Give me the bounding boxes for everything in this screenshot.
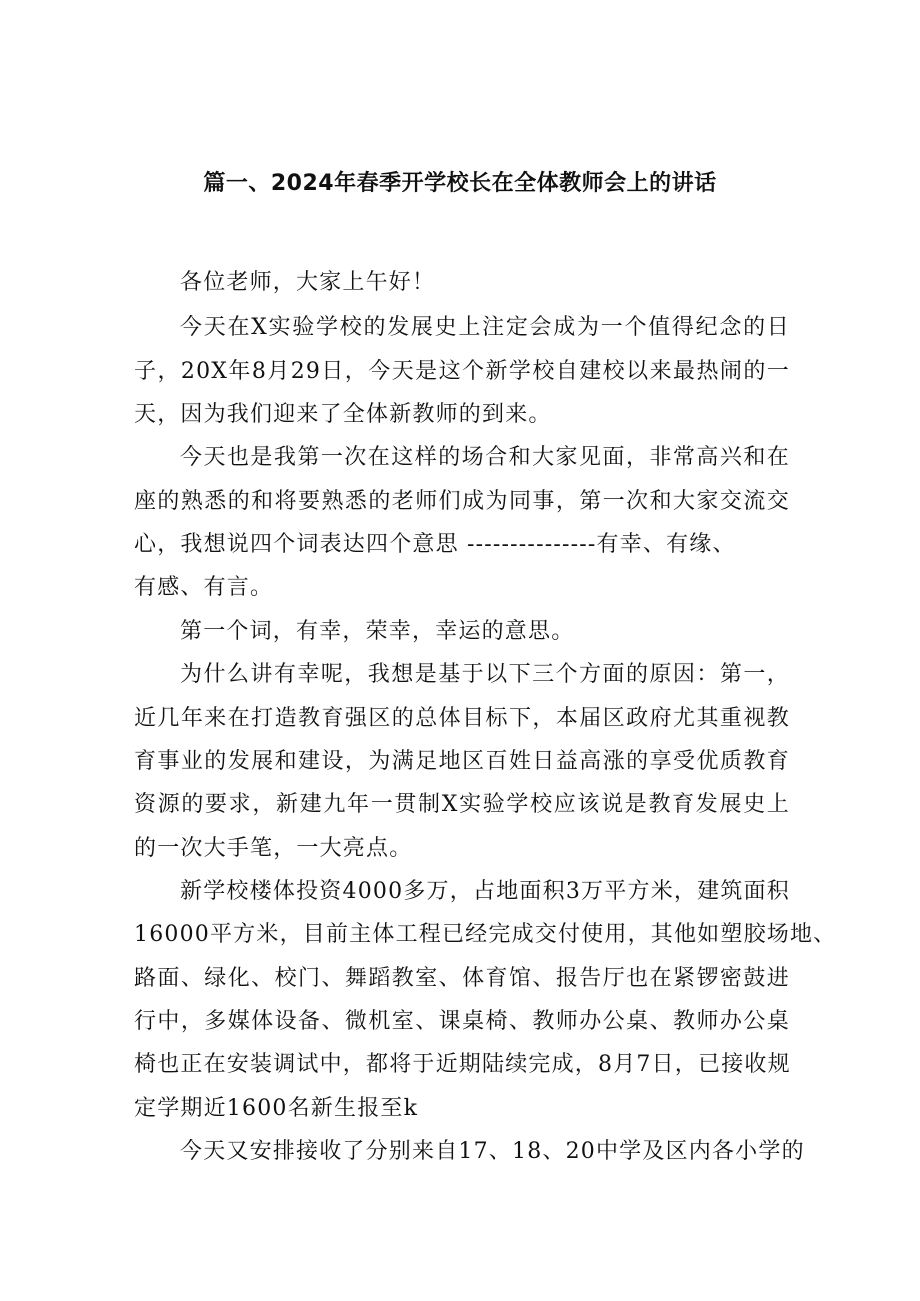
text-line: 子，20X年8月29日，今天是这个新学校自建校以来最热闹的一 <box>134 359 790 384</box>
text-line: 为什么讲有幸呢，我想是基于以下三个方面的原因：第一， <box>180 662 790 687</box>
text-line: 有感、有言。 <box>134 575 274 600</box>
text-line: 天，因为我们迎来了全体新教师的到来。 <box>134 402 552 427</box>
document-title: 篇一、2024年春季开学校长在全体教师会上的讲话 <box>203 171 717 196</box>
text-line: 座的熟悉的和将要熟悉的老师们成为同事，第一次和大家交流交 <box>134 489 790 514</box>
text-line: 的一次大手笔，一大亮点。 <box>134 836 413 861</box>
text-line: 资源的要求，新建九年一贯制X实验学校应该说是教育发展史上 <box>134 792 790 817</box>
text-line: 行中，多媒体设备、微机室、课桌椅、教师办公桌、教师办公桌 <box>134 1009 790 1034</box>
text-line: 定学期近1600名新生报至k <box>134 1096 419 1121</box>
text-line: 今天也是我第一次在这样的场合和大家见面，非常高兴和在 <box>180 445 790 470</box>
text-line: 椅也正在安装调试中，都将于近期陆续完成，8月7日，已接收规 <box>134 1052 791 1077</box>
text-line: 今天在X实验学校的发展史上注定会成为一个值得纪念的日 <box>180 315 790 340</box>
text-line: 16000平方米，目前主体工程已经完成交付使用，其他如塑胶场地、 <box>134 922 837 947</box>
text-line: 近几年来在打造教育强区的总体目标下，本届区政府尤其重视教 <box>134 706 790 731</box>
text-line-greeting: 各位老师，大家上午好！ <box>180 270 436 295</box>
text-line: 育事业的发展和建设，为满足地区百姓日益高涨的享受优质教育 <box>134 749 790 774</box>
text-line: 今天又安排接收了分别来自17、18、20中学及区内各小学的 <box>180 1139 805 1164</box>
text-line: 心，我想说四个词表达四个意思 ---------------有幸、有缘、 <box>134 532 736 557</box>
text-line: 第一个词，有幸，荣幸，幸运的意思。 <box>180 619 575 644</box>
text-line: 路面、绿化、校门、舞蹈教室、体育馆、报告厅也在紧锣密鼓进 <box>134 966 790 991</box>
text-line: 新学校楼体投资4000多万，占地面积3万平方米，建筑面积 <box>180 879 790 904</box>
